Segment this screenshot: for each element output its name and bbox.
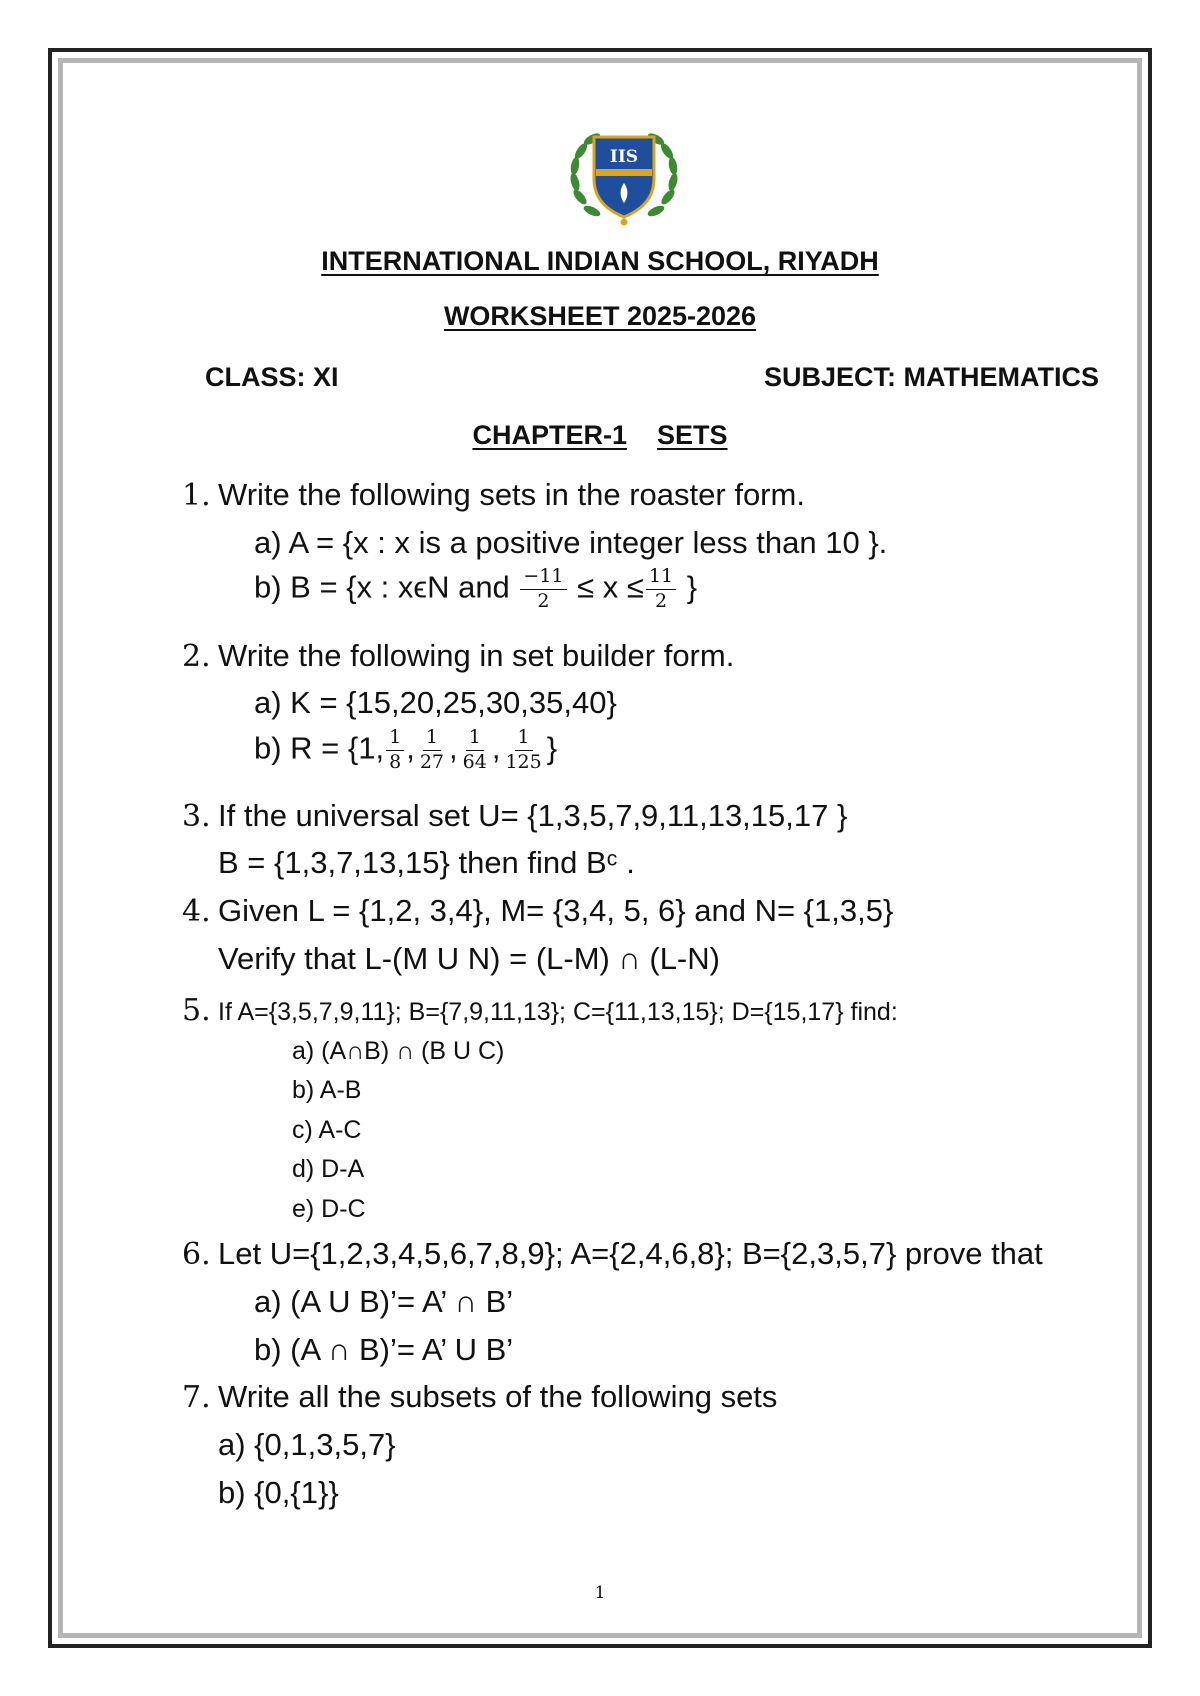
q2-part-a: a) K = {15,20,25,30,35,40}: [254, 685, 617, 720]
denominator: 2: [654, 589, 668, 612]
school-logo: [568, 127, 680, 227]
q1-part-b: [254, 567, 697, 612]
fraction: [646, 567, 676, 612]
q2b-suffix: }: [546, 730, 558, 766]
question-4: [182, 895, 893, 927]
q6-part-b: b) (A ∩ B)’= A’ U B’: [254, 1332, 514, 1367]
denominator: 125: [505, 750, 542, 773]
numerator: 11: [646, 567, 676, 590]
q3-line-2: B = {1,3,7,13,15} then find Bᶜ .: [218, 845, 635, 880]
fraction: [502, 728, 544, 773]
chapter-number: CHAPTER-1: [472, 420, 627, 450]
question-3: [182, 800, 847, 832]
question-number: 6.: [182, 1237, 211, 1272]
question-text: Write all the subsets of the following sets: [218, 1379, 778, 1414]
question-number: 1.: [182, 478, 211, 513]
q5-part-d: d) D-A: [292, 1155, 365, 1183]
worksheet-title: WORKSHEET 2025-2026: [443, 301, 757, 331]
q1b-middle: ≤ x ≤: [568, 569, 644, 605]
subject-label: SUBJECT: MATHEMATICS: [764, 362, 1099, 392]
fraction: [386, 728, 404, 773]
denominator: 27: [419, 750, 445, 773]
question-6: [182, 1238, 1043, 1270]
numerator: 1: [386, 728, 404, 751]
question-number: 4.: [182, 894, 211, 929]
q1b-prefix: b) B = {x : xϵN and: [254, 569, 519, 605]
numerator: 1: [423, 728, 441, 751]
question-7: [182, 1381, 777, 1413]
class-label: CLASS: XI: [205, 362, 339, 392]
q2-part-b: b) R = {1, $\frac{1}{8}$ , $\frac{1}{27}$ , $\frac{1}{64}$ , $\frac{1}{125}$ }: [254, 726, 558, 773]
question-text: Given L = {1,2, 3,4}, M= {3,4, 5, 6} and N= {1,3,5}: [218, 893, 894, 928]
question-number: 2.: [182, 639, 211, 674]
school-name: INTERNATIONAL INDIAN SCHOOL, RIYADH: [321, 246, 879, 276]
fraction: [460, 728, 490, 773]
q6-part-a: a) (A U B)’= A’ ∩ B’: [254, 1284, 514, 1319]
question-5: [182, 993, 898, 1028]
fraction: [417, 728, 447, 773]
q1-part-a: a) A = {x : x is a positive integer less than 10 }.: [254, 525, 888, 560]
question-number: 7.: [182, 1380, 211, 1415]
question-text: Write the following sets in the roaster form.: [218, 477, 805, 512]
q2b-prefix: b) R = {1,: [254, 730, 385, 766]
chapter-name: SETS: [656, 420, 728, 450]
denominator: 2: [537, 589, 550, 612]
numerator: 1: [515, 728, 533, 751]
numerator: 1: [466, 728, 484, 751]
question-text: If A={3,5,7,9,11}; B={7,9,11,13}; C={11,13,15}; D={15,17} find:: [218, 998, 898, 1026]
q4-line-2: Verify that L-(M U N) = (L-M) ∩ (L-N): [218, 941, 720, 976]
logo-text: IIS: [609, 147, 639, 167]
question-number: 3.: [182, 799, 211, 834]
denominator: 8: [389, 750, 402, 773]
q7-part-b: b) {0,{1}}: [218, 1475, 339, 1510]
q7-part-a: a) {0,1,3,5,7}: [218, 1427, 396, 1462]
fraction: [520, 567, 566, 612]
question-2: [182, 640, 734, 672]
q5-part-e: e) D-C: [292, 1195, 366, 1223]
numerator: −11: [520, 567, 566, 590]
denominator: 64: [462, 750, 487, 773]
q5-part-b: b) A-B: [292, 1076, 362, 1104]
chapter-title: [0, 420, 1200, 451]
question-text: Let U={1,2,3,4,5,6,7,8,9}; A={2,4,6,8}; B={2,3,5,7} prove that: [218, 1236, 1043, 1271]
q1b-suffix: }: [678, 569, 698, 605]
question-text: Write the following in set builder form.: [218, 638, 735, 673]
q5-part-a: a) (A∩B) ∩ (B U C): [292, 1037, 505, 1065]
question-text: If the universal set U= {1,3,5,7,9,11,13,15,17 }: [218, 798, 848, 833]
question-number: 5.: [182, 993, 211, 1028]
question-1: [182, 479, 805, 511]
q5-part-c: c) A-C: [292, 1116, 362, 1144]
page-number: 1: [594, 1583, 606, 1603]
